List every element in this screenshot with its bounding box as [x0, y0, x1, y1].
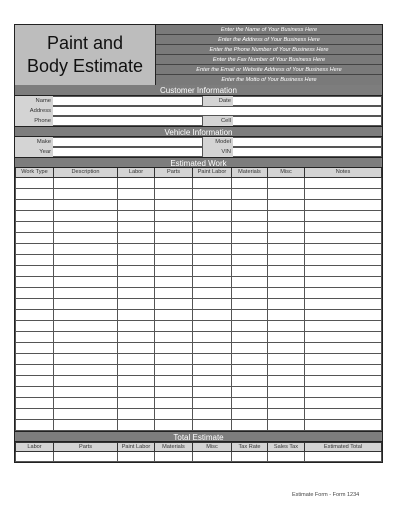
work-cell[interactable] [268, 342, 305, 353]
work-cell[interactable] [118, 397, 155, 408]
work-table-body [16, 177, 382, 430]
work-cell[interactable] [193, 375, 232, 386]
work-row [16, 408, 382, 419]
work-row [16, 199, 382, 210]
work-cell[interactable] [232, 331, 268, 342]
work-cell[interactable] [16, 232, 54, 243]
work-row [16, 188, 382, 199]
work-row [16, 353, 382, 364]
total-materials-field[interactable] [155, 451, 193, 461]
year-field[interactable] [53, 147, 203, 157]
work-cell[interactable] [155, 177, 193, 188]
work-cell[interactable] [193, 331, 232, 342]
work-cell[interactable] [232, 386, 268, 397]
work-cell[interactable] [305, 342, 382, 353]
totals-value-row [16, 451, 382, 461]
work-cell[interactable] [305, 298, 382, 309]
address-label: Address [15, 106, 53, 116]
work-cell[interactable] [54, 210, 118, 221]
work-cell[interactable] [305, 276, 382, 287]
business-phone-field[interactable]: Enter the Phone Number of Your Business Here [156, 45, 382, 55]
work-row [16, 375, 382, 386]
vehicle-section-title: Vehicle Information [15, 126, 382, 137]
work-row [16, 210, 382, 221]
work-cell[interactable] [16, 353, 54, 364]
work-cell[interactable] [54, 276, 118, 287]
cell-field[interactable] [233, 116, 382, 126]
work-cell[interactable] [268, 320, 305, 331]
make-field[interactable] [53, 137, 203, 147]
total-col-parts: Parts [54, 442, 118, 451]
model-label: Model [203, 137, 233, 147]
totals-header-row [16, 442, 382, 451]
work-cell[interactable] [54, 265, 118, 276]
work-cell[interactable] [305, 331, 382, 342]
work-cell[interactable] [118, 188, 155, 199]
total-col-tax-rate: Tax Rate [232, 442, 268, 451]
work-cell[interactable] [305, 254, 382, 265]
work-cell[interactable] [268, 232, 305, 243]
work-cell[interactable] [268, 364, 305, 375]
work-cell[interactable] [232, 408, 268, 419]
work-row [16, 331, 382, 342]
work-cell[interactable] [232, 309, 268, 320]
work-cell[interactable] [193, 232, 232, 243]
work-cell[interactable] [232, 364, 268, 375]
total-col-labor: Labor [16, 442, 54, 451]
vehicle-row-1 [15, 137, 382, 147]
work-cell[interactable] [268, 386, 305, 397]
work-cell[interactable] [232, 210, 268, 221]
work-cell[interactable] [118, 254, 155, 265]
work-cell[interactable] [268, 265, 305, 276]
work-cell[interactable] [155, 364, 193, 375]
work-cell[interactable] [155, 265, 193, 276]
work-row [16, 419, 382, 430]
work-row [16, 243, 382, 254]
work-cell[interactable] [155, 419, 193, 430]
work-cell[interactable] [268, 188, 305, 199]
work-cell[interactable] [16, 419, 54, 430]
work-cell[interactable] [268, 276, 305, 287]
work-cell[interactable] [305, 199, 382, 210]
work-cell[interactable] [118, 375, 155, 386]
work-cell[interactable] [54, 364, 118, 375]
work-cell[interactable] [268, 331, 305, 342]
work-cell[interactable] [232, 375, 268, 386]
work-cell[interactable] [118, 287, 155, 298]
work-row [16, 276, 382, 287]
work-cell[interactable] [268, 221, 305, 232]
work-cell[interactable] [155, 320, 193, 331]
work-cell[interactable] [16, 254, 54, 265]
work-cell[interactable] [268, 408, 305, 419]
work-cell[interactable] [54, 397, 118, 408]
phone-label: Phone [15, 116, 53, 126]
work-cell[interactable] [268, 375, 305, 386]
work-cell[interactable] [305, 188, 382, 199]
work-cell[interactable] [268, 353, 305, 364]
work-cell[interactable] [118, 408, 155, 419]
totals-table [15, 442, 382, 462]
work-cell[interactable] [155, 199, 193, 210]
work-cell[interactable] [16, 298, 54, 309]
work-cell[interactable] [155, 221, 193, 232]
work-row [16, 386, 382, 397]
work-cell[interactable] [16, 287, 54, 298]
work-cell[interactable] [193, 188, 232, 199]
total-col-misc: Misc [193, 442, 232, 451]
work-cell[interactable] [155, 243, 193, 254]
customer-section-title: Customer Information [15, 85, 382, 96]
work-col-paint-labor: Paint Labor [193, 168, 232, 177]
work-cell[interactable] [155, 397, 193, 408]
work-row [16, 320, 382, 331]
tax-rate-field[interactable] [232, 451, 268, 461]
sales-tax-field[interactable] [268, 451, 305, 461]
work-row [16, 221, 382, 232]
work-cell[interactable] [16, 265, 54, 276]
estimate-form [14, 24, 383, 463]
work-cell[interactable] [268, 419, 305, 430]
customer-row-2 [15, 106, 382, 116]
work-cell[interactable] [16, 331, 54, 342]
work-cell[interactable] [305, 408, 382, 419]
work-cell[interactable] [54, 254, 118, 265]
work-cell[interactable] [118, 243, 155, 254]
business-motto-field[interactable]: Enter the Motto of Your Business Here [156, 75, 382, 85]
work-cell[interactable] [16, 276, 54, 287]
work-cell[interactable] [16, 243, 54, 254]
work-cell[interactable] [305, 397, 382, 408]
work-cell[interactable] [232, 342, 268, 353]
work-cell[interactable] [54, 419, 118, 430]
work-cell[interactable] [118, 265, 155, 276]
work-cell[interactable] [232, 232, 268, 243]
work-row [16, 309, 382, 320]
work-cell[interactable] [16, 375, 54, 386]
work-cell[interactable] [16, 309, 54, 320]
work-col-description: Description [54, 168, 118, 177]
work-cell[interactable] [118, 298, 155, 309]
work-cell[interactable] [305, 177, 382, 188]
work-cell[interactable] [232, 221, 268, 232]
work-cell[interactable] [155, 331, 193, 342]
work-cell[interactable] [54, 221, 118, 232]
work-cell[interactable] [232, 298, 268, 309]
work-cell[interactable] [155, 386, 193, 397]
total-col-sales-tax: Sales Tax [268, 442, 305, 451]
work-row [16, 397, 382, 408]
work-cell[interactable] [54, 298, 118, 309]
work-cell[interactable] [118, 210, 155, 221]
vehicle-row-2 [15, 147, 382, 157]
work-cell[interactable] [305, 419, 382, 430]
work-cell[interactable] [16, 342, 54, 353]
work-row [16, 364, 382, 375]
work-cell[interactable] [193, 243, 232, 254]
work-cell[interactable] [155, 188, 193, 199]
work-cell[interactable] [232, 188, 268, 199]
title-line-1: Paint and [46, 33, 124, 53]
work-cell[interactable] [54, 243, 118, 254]
address-field[interactable] [53, 106, 382, 116]
work-cell[interactable] [268, 210, 305, 221]
totals-section-title: Total Estimate [15, 431, 382, 442]
work-cell[interactable] [155, 342, 193, 353]
work-cell[interactable] [118, 232, 155, 243]
work-cell[interactable] [155, 210, 193, 221]
work-cell[interactable] [16, 408, 54, 419]
work-cell[interactable] [193, 419, 232, 430]
work-cell[interactable] [155, 375, 193, 386]
work-cell[interactable] [118, 364, 155, 375]
work-cell[interactable] [232, 353, 268, 364]
year-label: Year [15, 147, 53, 157]
work-cell[interactable] [193, 210, 232, 221]
work-cell[interactable] [232, 419, 268, 430]
total-col-paint-labor: Paint Labor [118, 442, 155, 451]
work-cell[interactable] [16, 210, 54, 221]
work-table [15, 168, 382, 431]
work-cell[interactable] [193, 221, 232, 232]
work-col-labor: Labor [118, 168, 155, 177]
work-cell[interactable] [155, 276, 193, 287]
work-cell[interactable] [305, 309, 382, 320]
work-cell[interactable] [193, 254, 232, 265]
work-cell[interactable] [193, 177, 232, 188]
work-cell[interactable] [118, 221, 155, 232]
total-misc-field[interactable] [193, 451, 232, 461]
work-cell[interactable] [268, 397, 305, 408]
work-cell[interactable] [193, 342, 232, 353]
work-cell[interactable] [54, 309, 118, 320]
form-footer: Estimate Form - Form 1234 [292, 492, 360, 498]
work-cell[interactable] [268, 287, 305, 298]
work-cell[interactable] [305, 287, 382, 298]
work-cell[interactable] [268, 199, 305, 210]
work-cell[interactable] [155, 298, 193, 309]
business-name-field[interactable]: Enter the Name of Your Business Here [156, 25, 382, 35]
work-cell[interactable] [54, 342, 118, 353]
date-field[interactable] [233, 96, 382, 106]
work-row [16, 232, 382, 243]
work-row [16, 265, 382, 276]
work-cell[interactable] [193, 353, 232, 364]
work-cell[interactable] [155, 232, 193, 243]
work-cell[interactable] [54, 353, 118, 364]
work-cell[interactable] [16, 221, 54, 232]
work-cell[interactable] [118, 177, 155, 188]
total-labor-field[interactable] [16, 451, 54, 461]
work-col-materials: Materials [232, 168, 268, 177]
work-cell[interactable] [155, 309, 193, 320]
work-cell[interactable] [193, 309, 232, 320]
work-cell[interactable] [54, 320, 118, 331]
total-paint-labor-field[interactable] [118, 451, 155, 461]
work-cell[interactable] [54, 188, 118, 199]
work-cell[interactable] [54, 375, 118, 386]
work-cell[interactable] [305, 353, 382, 364]
work-row [16, 287, 382, 298]
work-cell[interactable] [54, 287, 118, 298]
work-cell[interactable] [118, 353, 155, 364]
work-cell[interactable] [232, 177, 268, 188]
work-cell[interactable] [268, 254, 305, 265]
work-section-title: Estimated Work [15, 157, 382, 168]
date-label: Date [203, 96, 233, 106]
work-cell[interactable] [54, 232, 118, 243]
work-cell[interactable] [232, 276, 268, 287]
work-cell[interactable] [16, 397, 54, 408]
vin-label: VIN [203, 147, 233, 157]
work-cell[interactable] [118, 386, 155, 397]
work-cell[interactable] [54, 331, 118, 342]
title-line-2: Body Estimate [26, 56, 144, 76]
work-row [16, 254, 382, 265]
work-cell[interactable] [16, 386, 54, 397]
work-cell[interactable] [232, 199, 268, 210]
work-cell[interactable] [118, 276, 155, 287]
work-cell[interactable] [305, 375, 382, 386]
estimated-total-field[interactable] [305, 451, 382, 461]
work-cell[interactable] [54, 408, 118, 419]
name-label: Name [15, 96, 53, 106]
work-cell[interactable] [193, 298, 232, 309]
work-cell[interactable] [232, 320, 268, 331]
vin-field[interactable] [233, 147, 382, 157]
business-fax-field[interactable]: Enter the Fax Number of Your Business Here [156, 55, 382, 65]
work-header-row [16, 168, 382, 177]
work-cell[interactable] [193, 265, 232, 276]
work-cell[interactable] [305, 243, 382, 254]
work-cell[interactable] [193, 287, 232, 298]
work-cell[interactable] [305, 232, 382, 243]
work-row [16, 342, 382, 353]
work-cell[interactable] [305, 265, 382, 276]
form-header [15, 25, 382, 85]
work-cell[interactable] [232, 254, 268, 265]
business-info [156, 25, 382, 85]
work-cell[interactable] [54, 386, 118, 397]
work-cell[interactable] [118, 199, 155, 210]
work-col-notes: Notes [305, 168, 382, 177]
work-cell[interactable] [193, 386, 232, 397]
work-cell[interactable] [155, 254, 193, 265]
work-cell[interactable] [118, 419, 155, 430]
work-cell[interactable] [16, 199, 54, 210]
work-cell[interactable] [155, 408, 193, 419]
work-col-parts: Parts [155, 168, 193, 177]
work-cell[interactable] [193, 276, 232, 287]
work-col-work-type: Work Type [16, 168, 54, 177]
name-field[interactable] [53, 96, 203, 106]
work-cell[interactable] [118, 320, 155, 331]
work-cell[interactable] [193, 397, 232, 408]
work-cell[interactable] [193, 320, 232, 331]
work-cell[interactable] [305, 386, 382, 397]
phone-field[interactable] [53, 116, 203, 126]
make-label: Make [15, 137, 53, 147]
work-cell[interactable] [155, 287, 193, 298]
cell-label: Cell [203, 116, 233, 126]
work-cell[interactable] [232, 243, 268, 254]
customer-row-1 [15, 96, 382, 106]
work-cell[interactable] [268, 309, 305, 320]
work-cell[interactable] [268, 177, 305, 188]
business-address-field[interactable]: Enter the Address of Your Business Here [156, 35, 382, 45]
model-field[interactable] [233, 137, 382, 147]
work-cell[interactable] [118, 342, 155, 353]
work-cell[interactable] [54, 177, 118, 188]
work-cell[interactable] [118, 309, 155, 320]
work-row [16, 298, 382, 309]
work-cell[interactable] [268, 298, 305, 309]
work-cell[interactable] [305, 210, 382, 221]
total-col-materials: Materials [155, 442, 193, 451]
work-cell[interactable] [305, 364, 382, 375]
work-cell[interactable] [232, 265, 268, 276]
work-cell[interactable] [16, 177, 54, 188]
work-cell[interactable] [232, 287, 268, 298]
business-email-field[interactable]: Enter the Email or Website Address of Your Business Here [156, 65, 382, 75]
work-cell[interactable] [268, 243, 305, 254]
work-cell[interactable] [193, 408, 232, 419]
total-col-estimated-total: Estimated Total [305, 442, 382, 451]
work-cell[interactable] [193, 364, 232, 375]
work-cell[interactable] [232, 397, 268, 408]
work-cell[interactable] [16, 364, 54, 375]
work-cell[interactable] [16, 320, 54, 331]
work-cell[interactable] [54, 199, 118, 210]
work-cell[interactable] [118, 331, 155, 342]
customer-row-3 [15, 116, 382, 126]
work-col-misc: Misc [268, 168, 305, 177]
total-parts-field[interactable] [54, 451, 118, 461]
work-row [16, 177, 382, 188]
work-cell[interactable] [193, 199, 232, 210]
title-box [15, 25, 156, 85]
work-cell[interactable] [16, 188, 54, 199]
work-cell[interactable] [305, 221, 382, 232]
work-cell[interactable] [155, 353, 193, 364]
work-cell[interactable] [305, 320, 382, 331]
